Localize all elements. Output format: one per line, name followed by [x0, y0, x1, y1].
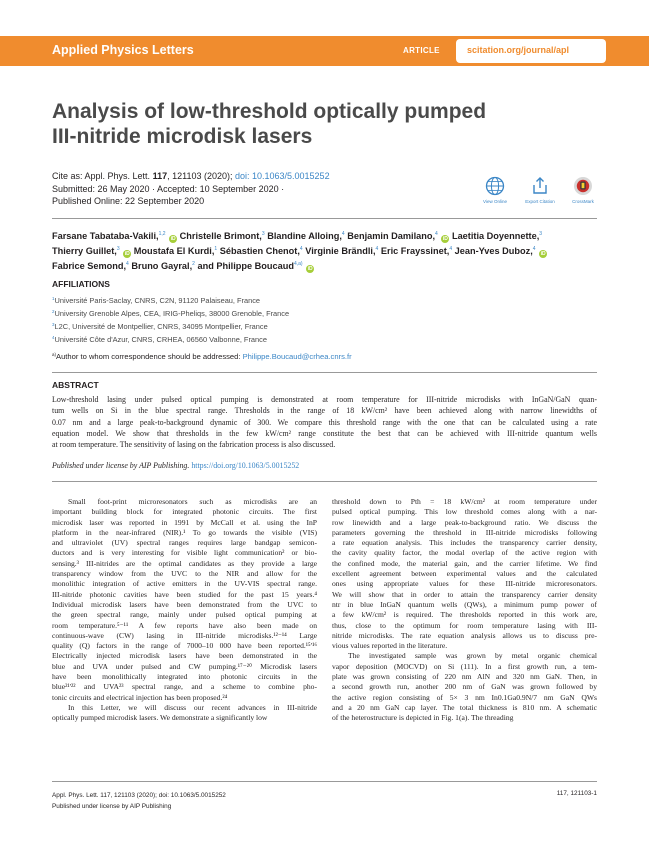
view-online-icon — [485, 176, 505, 196]
author[interactable]: Benjamin Damilano, — [347, 231, 436, 241]
body-line: We will show that in order to attain the transparency carrier density — [332, 589, 597, 599]
body-line: Individual microdisk lasers have been demonstrated from the UVC to — [52, 599, 317, 609]
body-line: thus, close to the optimum for room temperature lasing with III- — [332, 620, 597, 630]
author-line-1: Farsane Tabataba-Vakili,$^{1,2}$ iD Christelle Brimont,$^3$ Blandine Alloing,$^4$ Benjamin Damilano,$^4$ iD Laetitia Doyennette,$^3$ — [52, 231, 543, 242]
citation-meta — [52, 170, 330, 208]
affiliation: $^1$Université Paris-Saclay, CNRS, C2N, 91120 Palaiseau, France — [52, 296, 261, 305]
affiliation: $^2$University Grenoble Alpes, CEA, IRIG-Pheliqs, 38000 Grenoble, France — [52, 309, 290, 318]
author-list — [52, 228, 607, 273]
body-line: tonic circuits and electrical injection has been proposed.²⁴ — [52, 692, 228, 702]
body-line: vious values reported in the literature. — [332, 641, 448, 651]
body-line: and ultraviolet (UV) spectral ranges requires large bandgap semicon- — [52, 538, 317, 548]
author[interactable]: Farsane Tabataba-Vakili, — [52, 231, 159, 241]
author-line-2: Thierry Guillet,$^3$ iD Moustafa El Kurdi,$^1$ Sébastien Chenot,$^4$ Virginie Brändli,$^4$ Eric Frayssinet,$^4$ Jean-Yves Duboz,$^4$ iD — [52, 246, 546, 257]
page-number: 117, 121103-1 — [556, 790, 597, 797]
body-line: pulsed optical pumping. This low threshold comes along with a nar- — [332, 507, 597, 517]
author[interactable]: and Philippe Boucaud — [197, 261, 294, 271]
body-line: nitride microdisks. The rate equation analysis allows us to discuss pre- — [332, 630, 597, 640]
author[interactable]: Virginie Brändli, — [305, 246, 376, 256]
body-column-left — [52, 497, 317, 724]
submission-dates: Submitted: 26 May 2020 · Accepted: 10 September 2020 · — [52, 183, 285, 194]
body-line: optically pumped microdisk lasers. We demonstrate a significantly low — [52, 713, 268, 723]
body-line: ones using appropriate values for these III-nitride microresonators. — [332, 579, 597, 589]
doi-link[interactable]: doi: 10.1063/5.0015252 — [234, 171, 330, 181]
author[interactable]: Fabrice Semond, — [52, 261, 127, 271]
article-title — [52, 99, 612, 149]
abstract-text: Low-threshold lasing under pulsed optical pumping is demonstrated at room temperature for III-nitride microdisks with InGaN/GaN quan- tum wells on Si in the blue spectral range. Thresholds in the range of 18 kW/cm² have been achieved along with narrow linewidths of 0.07 nm and a large peak-to-background dynamic of 300. We compare this threshold range with the one that can be calculated using a rate equation model. We show that thresholds in the few kW/cm² range constitute the best that can be achieved with III-nitride quantum wells at room temperature. The sensitivity of lasing on the fabrication process is also discussed. — [52, 395, 597, 450]
divider — [52, 481, 597, 482]
license-line: Published under license by AIP Publishing. https://doi.org/10.1063/5.0015252 — [52, 461, 300, 470]
body-line: room temperature.⁵⁻¹¹ A few reports have also been made on — [52, 620, 317, 630]
export-citation-label: Export Citation — [525, 199, 555, 204]
body-line: the confined mode, the material gain, and the carrier lifetime. We find — [332, 558, 597, 568]
divider — [52, 781, 597, 782]
orcid-icon[interactable]: iD — [540, 251, 546, 257]
body-line: monolithic integration of active emitters in the UV-VIS spectral range. — [52, 579, 317, 589]
body-line: III-nitride photonic cavities have been studied for the past 15 years.⁴ — [52, 589, 317, 599]
journal-banner — [0, 36, 649, 66]
body-line: continuous-wave (CW) lasing in III-nitride microdisks.¹²⁻¹⁴ Large — [52, 630, 317, 640]
cite-as: Cite as: Appl. Phys. Lett. 117, 121103 (2020); doi: 10.1063/5.0015252 — [52, 171, 330, 181]
author[interactable]: Thierry Guillet, — [52, 246, 117, 256]
crossmark-label: CrossMark — [572, 199, 594, 204]
author[interactable]: Christelle Brimont, — [179, 231, 262, 241]
body-line: blue²¹'²² and UVA²³ spectral range, and a scheme to combine pho- — [52, 682, 317, 692]
body-line: the active region consisting of 5× 3 nm In0.1Ga0.9N/7 nm GaN QWs — [332, 692, 597, 702]
body-line: Electrically injected microdisk lasers have been demonstrated in the — [52, 651, 317, 661]
body-line: excellent agreement between experimental values and the calculated — [332, 569, 597, 579]
footer-license: Published under license by AIP Publishing — [52, 803, 172, 810]
body-line: transparency window from the UVC to the NIR and allow for the — [52, 569, 317, 579]
body-line: and a 20 nm GaN cap layer. The total thickness is 810 nm. A schematic — [332, 702, 597, 712]
footer-citation: Appl. Phys. Lett. 117, 121103 (2020); doi: 10.1063/5.0015252 — [52, 792, 226, 799]
body-line: Small foot-print microresonators such as microdisks are an — [68, 497, 317, 506]
orcid-icon[interactable]: iD — [170, 236, 176, 242]
body-line: In this Letter, we will discuss our recent advances in III-nitride — [68, 702, 317, 712]
view-online-label: View Online — [483, 199, 507, 204]
orcid-icon[interactable]: iD — [307, 266, 313, 272]
body-line: microdisk laser was reported in 1991 by McCall et al. using the InP — [52, 517, 317, 527]
body-line: quality (Q) factors in the range of 7000–10 000 have been reported.¹⁵'¹⁶ — [52, 641, 317, 651]
affiliation: $^4$Université Côte d'Azur, CNRS, CRHEA, 06560 Valbonne, France — [52, 335, 267, 344]
crossmark-action[interactable] — [558, 176, 608, 204]
author[interactable]: Moustafa El Kurdi, — [133, 246, 215, 256]
author-line-3: Fabrice Semond,$^4$ Bruno Gayral,$^2$ and Philippe Boucaud$^{4,a)}$ iD — [52, 261, 313, 272]
author[interactable]: Sébastien Chenot, — [219, 246, 300, 256]
body-line: the cavity quality factor, the modal overlap of the active region with — [332, 548, 597, 558]
body-line: ductors and is very interesting for visible light communication² or bio- — [52, 548, 317, 558]
affiliations-heading: AFFILIATIONS — [52, 279, 110, 289]
orcid-icon[interactable]: iD — [442, 236, 448, 242]
divider — [52, 218, 597, 219]
export-citation-icon — [530, 176, 550, 196]
body-line: a few kW/cm² is required. The thresholds reported in this work are, — [332, 610, 597, 620]
body-line: the green spectral range, mainly under pulsed optical pumping at — [52, 610, 317, 620]
body-line: vapor deposition (MOCVD) on Si (111). In a first growth run, a tem- — [332, 661, 597, 671]
corresponding-author: $^{a)}$Author to whom correspondence should be addressed: Philippe.Boucaud@crhea.cnrs.fr — [52, 352, 352, 361]
body-line: parameters governing the threshold in III-nitride microdisks following — [332, 527, 597, 537]
orcid-icon[interactable]: iD — [124, 251, 130, 257]
title-line-2: III-nitride microdisk lasers — [52, 125, 313, 148]
journal-name[interactable]: Applied Physics Letters — [52, 43, 194, 57]
body-line: of the heterostructure is depicted in Fig. 1(a). The threading — [332, 713, 514, 723]
author[interactable]: Eric Frayssinet, — [380, 246, 450, 256]
author[interactable]: Blandine Alloing, — [267, 231, 342, 241]
body-line: ntr in blue InGaN quantum wells (QWs), a minimum pump power of — [332, 599, 597, 609]
article-type-tag: ARTICLE — [403, 46, 440, 55]
author[interactable]: Bruno Gayral, — [131, 261, 193, 271]
article-actions — [470, 176, 620, 216]
author[interactable]: Jean-Yves Duboz, — [454, 246, 533, 256]
affiliation: $^3$L2C, Université de Montpellier, CNRS, 34095 Montpellier, France — [52, 322, 268, 331]
body-line: important building block for integrated photonic circuits. The first — [52, 507, 317, 517]
body-line: The investigated sample was grown by metal organic chemical — [348, 651, 597, 661]
body-line: plate was grown consisting of 220 nm AlN and 320 nm GaN. Then, in — [332, 672, 597, 682]
license-doi-link[interactable]: https://doi.org/10.1063/5.0015252 — [189, 461, 300, 470]
journal-url-box[interactable] — [456, 39, 606, 63]
crossmark-icon — [573, 176, 593, 196]
body-column-right — [332, 497, 597, 724]
body-line: platform in the near-infrared (NIR).¹ To go towards the visible (VIS) — [52, 527, 317, 537]
publication-date: Published Online: 22 September 2020 — [52, 196, 205, 206]
title-line-1: Analysis of low-threshold optically pumped — [52, 100, 487, 123]
journal-url[interactable]: scitation.org/journal/apl — [467, 45, 570, 55]
body-line: blue and UVA under pulsed and CW pumping.¹⁷⁻²⁰ Microdisk lasers — [52, 661, 317, 671]
body-line: have been monolithically integrated into photonic circuits in the — [52, 672, 317, 682]
body-line: row linewidth and a large peak-to-background ratio. We discuss the — [332, 517, 597, 527]
view-online-action[interactable] — [470, 176, 520, 204]
author[interactable]: Laetitia Doyennette, — [451, 231, 540, 241]
body-line: a second growth run, another 200 nm of GaN was grown followed by — [332, 682, 597, 692]
body-line: a rate equation analysis. This includes the transparency carrier density, — [332, 538, 597, 548]
body-line: threshold down to Pth = 18 kW/cm² at room temperature under — [332, 497, 597, 506]
affiliations-list — [52, 293, 289, 345]
corresponding-email[interactable]: Philippe.Boucaud@crhea.cnrs.fr — [242, 352, 352, 361]
abstract-heading: ABSTRACT — [52, 380, 99, 390]
body-line: sensing.³ III-nitrides are the optimal candidates as they provide a large — [52, 558, 317, 568]
divider — [52, 372, 597, 373]
